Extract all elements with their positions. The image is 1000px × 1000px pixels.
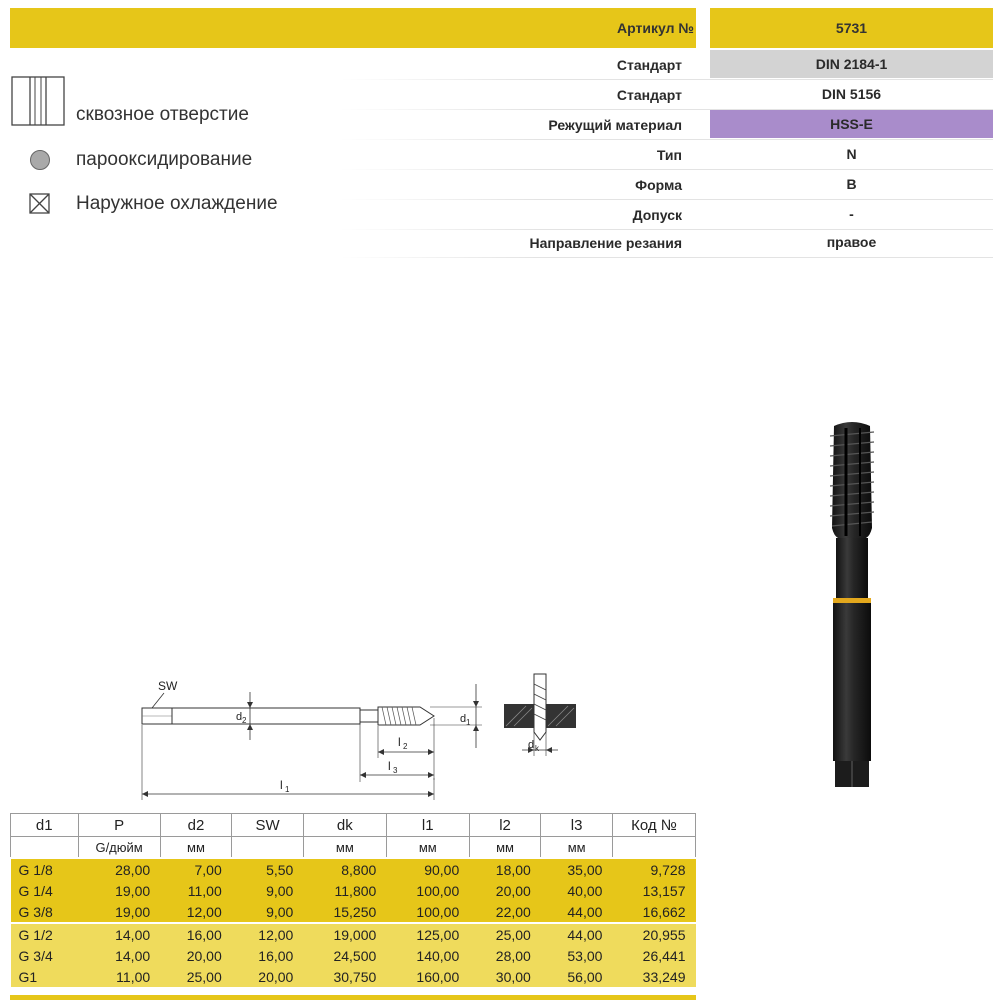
tap-product-photo	[820, 418, 884, 790]
spec-row-standard-1	[340, 50, 993, 80]
svg-text:3: 3	[393, 766, 398, 775]
column-header: d1	[11, 814, 79, 837]
table-row: G 3/4 14,00 20,00 16,00 24,500 140,00 28,00 53,00 26,441	[11, 945, 696, 966]
legend-steam-oxidation	[10, 148, 310, 172]
l3-label: l	[388, 759, 391, 773]
spec-row-cutting-direction	[340, 228, 993, 258]
spec-value: DIN 2184-1	[710, 50, 993, 78]
table-row: G 1/4 19,00 11,00 9,00 11,800 100,00 20,00 40,00 13,157	[11, 880, 696, 901]
table-row: G 3/8 19,00 12,00 9,00 15,250 100,00 22,00 44,00 16,662	[11, 901, 696, 923]
spec-value: правое	[826, 234, 877, 250]
column-header: l2	[469, 814, 541, 837]
spec-row-cutting-material	[340, 110, 993, 140]
legend-through-hole	[10, 76, 310, 126]
tap-dimension-drawing	[130, 660, 590, 805]
spec-label: Режущий материал	[548, 117, 682, 133]
article-label: Артикул №	[617, 20, 694, 36]
spec-label: Форма	[635, 177, 682, 193]
svg-text:k: k	[535, 744, 539, 753]
spec-label: Стандарт	[616, 87, 682, 103]
table-row: G 1/2 14,00 16,00 12,00 19,000 125,00 25,00 44,00 20,955	[11, 923, 696, 945]
legend-label: Наружное охлаждение	[76, 193, 278, 214]
dimensions-table	[10, 813, 696, 987]
spec-value: -	[849, 206, 854, 222]
unit-cell	[612, 837, 695, 859]
column-header: dk	[303, 814, 386, 837]
spec-row-type	[340, 140, 993, 170]
column-header: d2	[160, 814, 232, 837]
unit-cell	[11, 837, 79, 859]
d1-label: d	[460, 713, 467, 725]
table-row: G1 11,00 25,00 20,00 30,750 160,00 30,00 56,00 33,249	[11, 966, 696, 987]
hole-section-drawing	[504, 674, 576, 756]
column-header: P	[78, 814, 160, 837]
unit-cell	[232, 837, 304, 859]
spec-value: HSS-E	[710, 110, 993, 138]
table-header-row	[11, 814, 696, 837]
spec-label: Допуск	[632, 207, 682, 223]
spec-value: DIN 5156	[821, 86, 882, 102]
l1-label: l	[280, 778, 283, 792]
legend-label: парооксидирование	[76, 149, 253, 170]
spec-value: N	[846, 146, 857, 162]
spec-label: Стандарт	[616, 57, 682, 73]
unit-cell: мм	[541, 837, 613, 859]
spec-row-form	[340, 170, 993, 200]
spec-value: B	[846, 176, 857, 192]
dk-label: d	[528, 739, 535, 751]
steam-oxidation-icon	[28, 148, 52, 172]
unit-cell: мм	[469, 837, 541, 859]
legend-label: сквозное отверстие	[76, 104, 249, 125]
svg-text:1: 1	[466, 718, 471, 727]
table-units-row	[11, 837, 696, 859]
column-header: Код №	[612, 814, 695, 837]
unit-cell: G/дюйм	[78, 837, 160, 859]
unit-cell: мм	[386, 837, 469, 859]
svg-text:1: 1	[285, 785, 290, 794]
column-header: l1	[386, 814, 469, 837]
column-header: l3	[541, 814, 613, 837]
column-header: SW	[232, 814, 304, 837]
header-bar	[10, 8, 696, 48]
table-bottom-bar	[10, 995, 696, 1000]
article-value: 5731	[710, 8, 993, 48]
unit-cell: мм	[303, 837, 386, 859]
sw-label: SW	[158, 679, 178, 693]
l2-label: l	[398, 735, 401, 749]
spec-label: Направление резания	[529, 235, 682, 251]
legend-external-cooling	[10, 192, 320, 216]
spec-label: Тип	[656, 147, 682, 163]
through-hole-icon	[10, 76, 66, 126]
spec-row-tolerance	[340, 200, 993, 230]
external-cooling-icon	[28, 192, 52, 216]
unit-cell: мм	[160, 837, 232, 859]
svg-text:2: 2	[403, 742, 408, 751]
d2-label: d	[236, 711, 243, 723]
table-row: G 1/8 28,00 7,00 5,50 8,800 90,00 18,00 35,00 9,728	[11, 858, 696, 880]
svg-text:2: 2	[242, 716, 247, 725]
spec-row-standard-2	[340, 80, 993, 110]
